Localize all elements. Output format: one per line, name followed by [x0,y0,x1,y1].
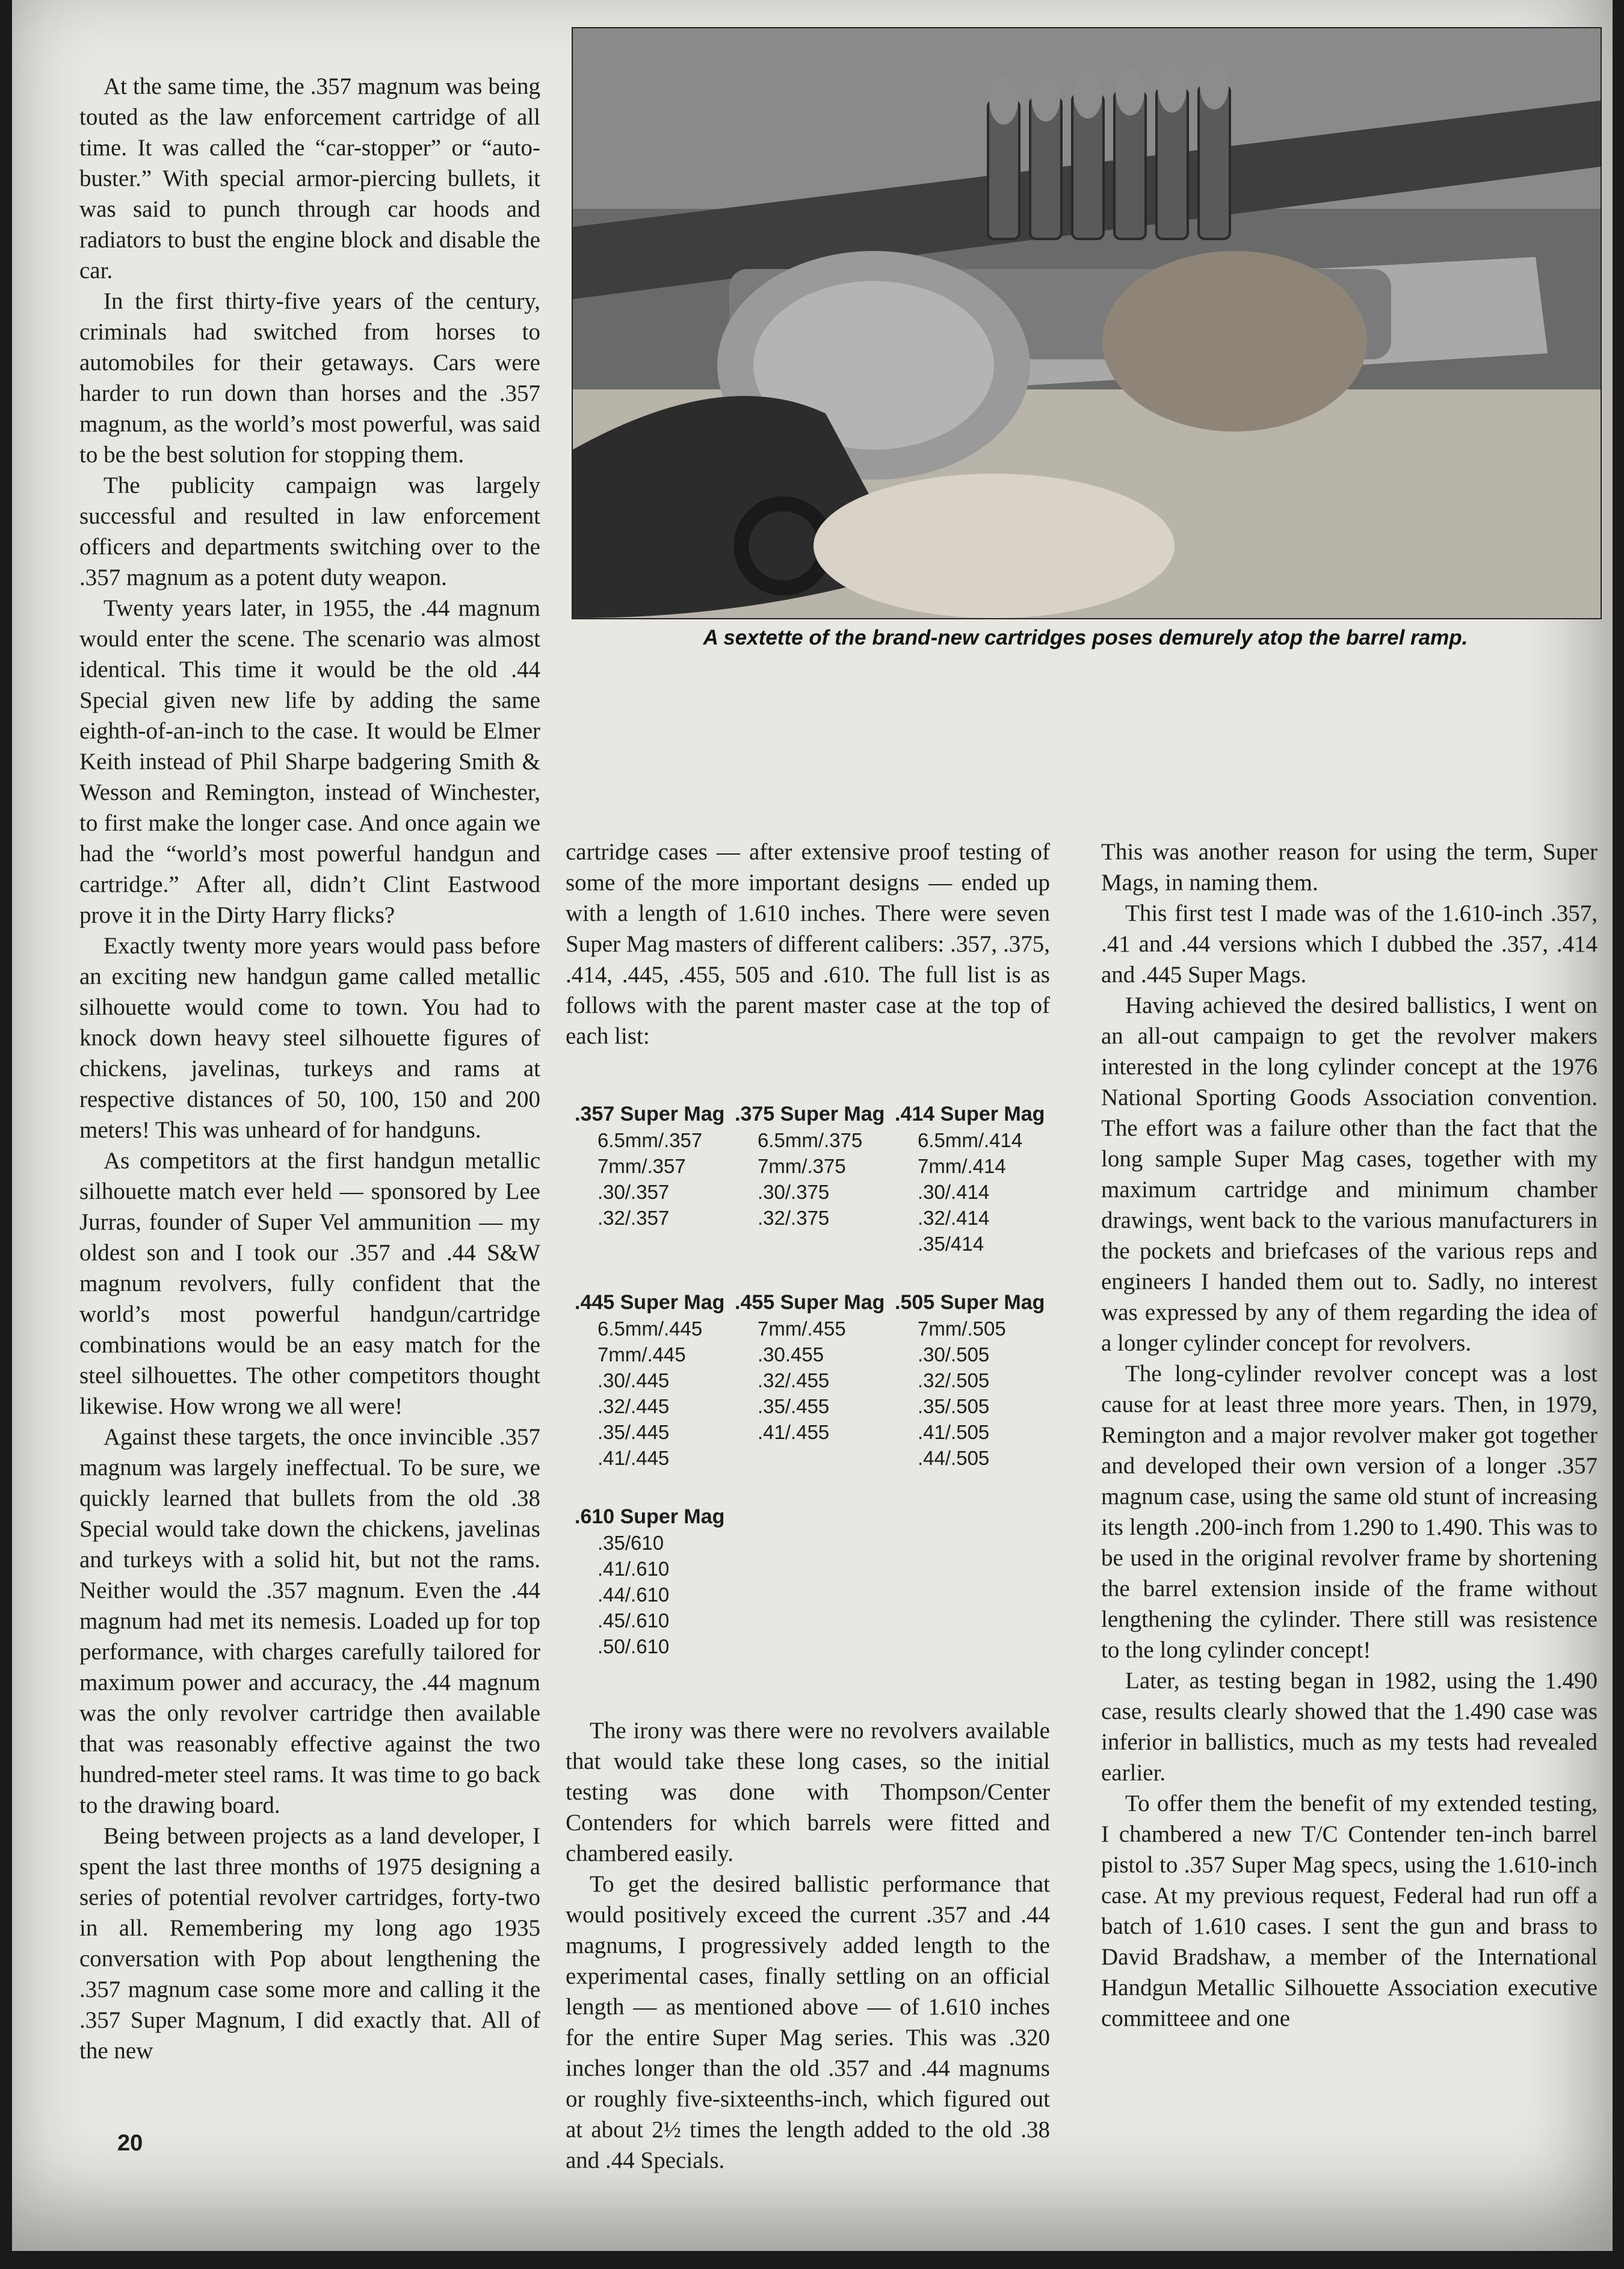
cartridge-item: .45/.610 [597,1609,670,1632]
cartridge-item: .35/.505 [918,1395,990,1417]
cartridge-item: .35/.445 [597,1421,670,1443]
cartridge-item: .41/.505 [918,1421,990,1443]
paragraph: Twenty years later, in 1955, the .44 magnum would enter the scene. The scenario was almost identical. This time it would be the old .44 Special given new life by adding the same eighth-of-an-inch to the case. It would be Elmer Keith instead of Phil Sharpe badgering Smith & Wesson and Remington, instead of Winchester, to first make the longer case. And once again we had the “world’s most powerful handgun and cartridge.” After all, didn’t Clint Eastwood prove it in the Dirty Harry flicks? [79,595,540,928]
cartridge-list-head: .375 Super Mag [735,1103,885,1125]
cartridge-item: .32/.505 [918,1369,990,1391]
cartridge-item: .50/.610 [597,1635,670,1658]
paragraph: At the same time, the .357 magnum was being touted as the law enforcement cartridge of all time. It was called the “car-stopper” or “auto-buster.” With special armor-piercing bullets, it was said to punch through car hoods and radiators to bust the engine block and disable the car. [79,73,540,283]
cartridge-item: .41/.455 [758,1421,830,1443]
paragraph: The long-cylinder revolver concept was a lost cause for at least three more years. Then, in 1979, Remington and a major revolver maker got together and developed their own version of a longer .357 magnum case, using the same old stunt of increasing its length .200-inch from 1.290 to 1.490. This was to be used in the original revolver frame by shortening the barrel extension inside of the frame without lengthening the cylinder. There still was resistence to the long cylinder concept! [1101,1361,1598,1663]
cartridge-item: .44/.505 [918,1447,990,1469]
right-text-column [1101,837,1598,2034]
cartridge-item: .30/.414 [918,1181,990,1203]
cartridge-list [895,1290,1055,1471]
cartridge-list [575,1504,755,1659]
cartridge-list-head: .455 Super Mag [735,1291,885,1314]
paragraph: Exactly twenty more years would pass before an exciting new handgun game called metallic silhouette would come to town. You had to knock down heavy steel silhouette figures of chickens, javelinas, turkeys and rams at respective distances of 50, 100, 150 and 200 meters! This was unheard of for handguns. [79,933,540,1143]
cartridge-item: .44/.610 [597,1583,670,1606]
left-text-column [79,71,540,2066]
cartridge-item: .30/.445 [597,1369,670,1391]
paragraph: The publicity campaign was largely successful and resulted in law enforcement officers and departments switching over to the .357 magnum as a potent duty weapon. [79,472,540,590]
cartridge-item: .32/.414 [918,1207,990,1229]
cartridge-item: .35/414 [918,1233,984,1255]
cartridge-item: 6.5mm/.357 [597,1129,703,1151]
cartridge-list [575,1290,735,1471]
paragraph: To offer them the benefit of my extended testing, I chambered a new T/C Contender ten-inch barrel pistol to .357 Super Mag specs, using the 1.610-inch case. At my previous request, Federal had run off a batch of 1.610 cases. I sent the gun and brass to David Bradshaw, a member of the International Handgun Metallic Silhouette Association executive committeee and one [1101,1791,1598,2031]
cartridge-item: .30/.357 [597,1181,670,1203]
cartridge-item: 7mm/.445 [597,1343,686,1366]
cartridge-list [735,1101,895,1257]
cartridge-item: .35/.455 [758,1395,830,1417]
paragraph: Having achieved the desired ballistics, I went on an all-out campaign to get the revolver makers interested in the long cylinder concept at the 1976 National Sporting Goods Association convention. The effort was a failure other than the fact that the long sample Super Mag cases, together with my maximum cartridge and minimum chamber drawings, went back to the various manufacturers in the pockets and briefcases of the various reps and engineers I handed them out to. Sadly, no interest was expressed by any of them regarding the idea of a longer cylinder concept for revolvers. [1101,992,1598,1356]
paragraph: Later, as testing began in 1982, using the 1.490 case, results clearly showed that the 1.490 case was inferior in ballistics, much as my tests had revealed earlier. [1101,1668,1598,1786]
paragraph: This first test I made was of the 1.610-inch .357, .41 and .44 versions which I dubbed the .357, .414 and .445 Super Mags. [1101,900,1598,988]
cartridge-item: 7mm/.414 [918,1155,1006,1177]
cartridge-item: 6.5mm/.375 [758,1129,863,1151]
cartridge-item: .32/.357 [597,1207,670,1229]
cartridge-item: .30/.505 [918,1343,990,1366]
cartridge-table-group-1 [575,1101,1056,1257]
cartridge-item: 7mm/.455 [758,1317,846,1340]
cartridge-item: 6.5mm/.414 [918,1129,1023,1151]
paragraph: To get the desired ballistic performance that would positively exceed the current .357 and .44 magnums, I progressively added length to the experimental cases, finally settling on an official length — as mentioned above — of 1.610 inches for the entire Super Mag series. This was .320 inches longer than the old .357 and .44 magnums or roughly five-sixteenths-inch, which figured out at about 2½ times the length added to the old .38 and .44 Specials. [566,1871,1050,2173]
middle-lower-text-column [566,1715,1050,2176]
magazine-page [12,0,1613,2251]
paragraph: Against these targets, the once invincible .357 magnum was largely ineffectual. To be sure, we quickly learned that bullets from the old .38 Special would take down the chickens, javelinas and turkeys with a solid hit, but not the rams. Neither would the .357 magnum. Even the .44 magnum had met its nemesis. Loaded up for top performance, with charges carefully tailored for maximum power and accuracy, the .44 magnum was the only revolver cartridge then available that was reasonably effective against the two hundred-meter steel rams. It was time to go back to the drawing board. [79,1424,540,1818]
middle-text-column [566,837,1050,1051]
cartridge-list [735,1290,895,1471]
revolver-photo-image [573,28,1601,618]
cartridge-list-head: .505 Super Mag [895,1291,1045,1314]
page-number: 20 [117,2131,143,2156]
revolver-photo [572,27,1602,619]
paragraph: In the first thirty-five years of the century, criminals had switched from horses to automobiles for their getaways. Cars were harder to run down than horses and the .357 magnum, as the world’s most powerful, was said to be the best solution for stopping them. [79,288,540,468]
cartridge-table-group-3 [575,1504,1056,1659]
cartridge-item: .32/.455 [758,1369,830,1391]
cartridge-item: .41/.610 [597,1558,670,1580]
cartridge-tables [575,1101,1056,1692]
cartridge-list-head: .357 Super Mag [575,1103,725,1125]
cartridge-item: 6.5mm/.445 [597,1317,703,1340]
cartridge-item: 7mm/.505 [918,1317,1006,1340]
cartridge-list [895,1101,1055,1257]
cartridge-item: .32/.375 [758,1207,830,1229]
photo-caption: A sextette of the brand-new cartridges poses demurely atop the barrel ramp. [703,626,1468,649]
paragraph: Being between projects as a land developer, I spent the last three months of 1975 designing a series of potential revolver cartridges, forty-two in all. Remembering my long ago 1935 conversation with Pop about lengthening the .357 magnum case some more and calling it the .357 Super Magnum, I did exactly that. All of the new [79,1823,540,2064]
cartridge-item: .32/.445 [597,1395,670,1417]
cartridge-list-head: .414 Super Mag [895,1103,1045,1125]
paragraph: cartridge cases — after extensive proof testing of some of the more important designs — ended up with a length of 1.610 inches. There were seven Super Mag masters of different calibers: .357, .375, .414, .445, .455, 505 and .610. The full list is as follows with the parent master case at the top of each list: [566,839,1050,1049]
cartridge-list-head: .445 Super Mag [575,1291,725,1314]
paragraph: The irony was there were no revolvers available that would take these long cases, so the initial testing was done with Thompson/Center Contenders for which barrels were fitted and chambered easily. [566,1718,1050,1866]
cartridge-item: 7mm/.375 [758,1155,846,1177]
cartridge-item: .35/610 [597,1532,664,1554]
cartridge-list-head: .610 Super Mag [575,1505,725,1528]
cartridge-list [575,1101,735,1257]
paragraph: This was another reason for using the term, Super Mags, in naming them. [1101,839,1598,896]
cartridge-item: .30/.375 [758,1181,830,1203]
paragraph: As competitors at the first handgun metallic silhouette match ever held — sponsored by Lee Jurras, founder of Super Vel ammunition — my oldest son and I took our .357 and .44 S&W magnum revolvers, fully confident that the world’s most powerful handgun/cartridge combinations would be an easy match for the steel silhouettes. The other competitors thought likewise. How wrong we all were! [79,1148,540,1419]
cartridge-item: .30.455 [758,1343,824,1366]
cartridge-item: 7mm/.357 [597,1155,686,1177]
cartridge-item: .41/.445 [597,1447,670,1469]
cartridge-table-group-2 [575,1290,1056,1471]
